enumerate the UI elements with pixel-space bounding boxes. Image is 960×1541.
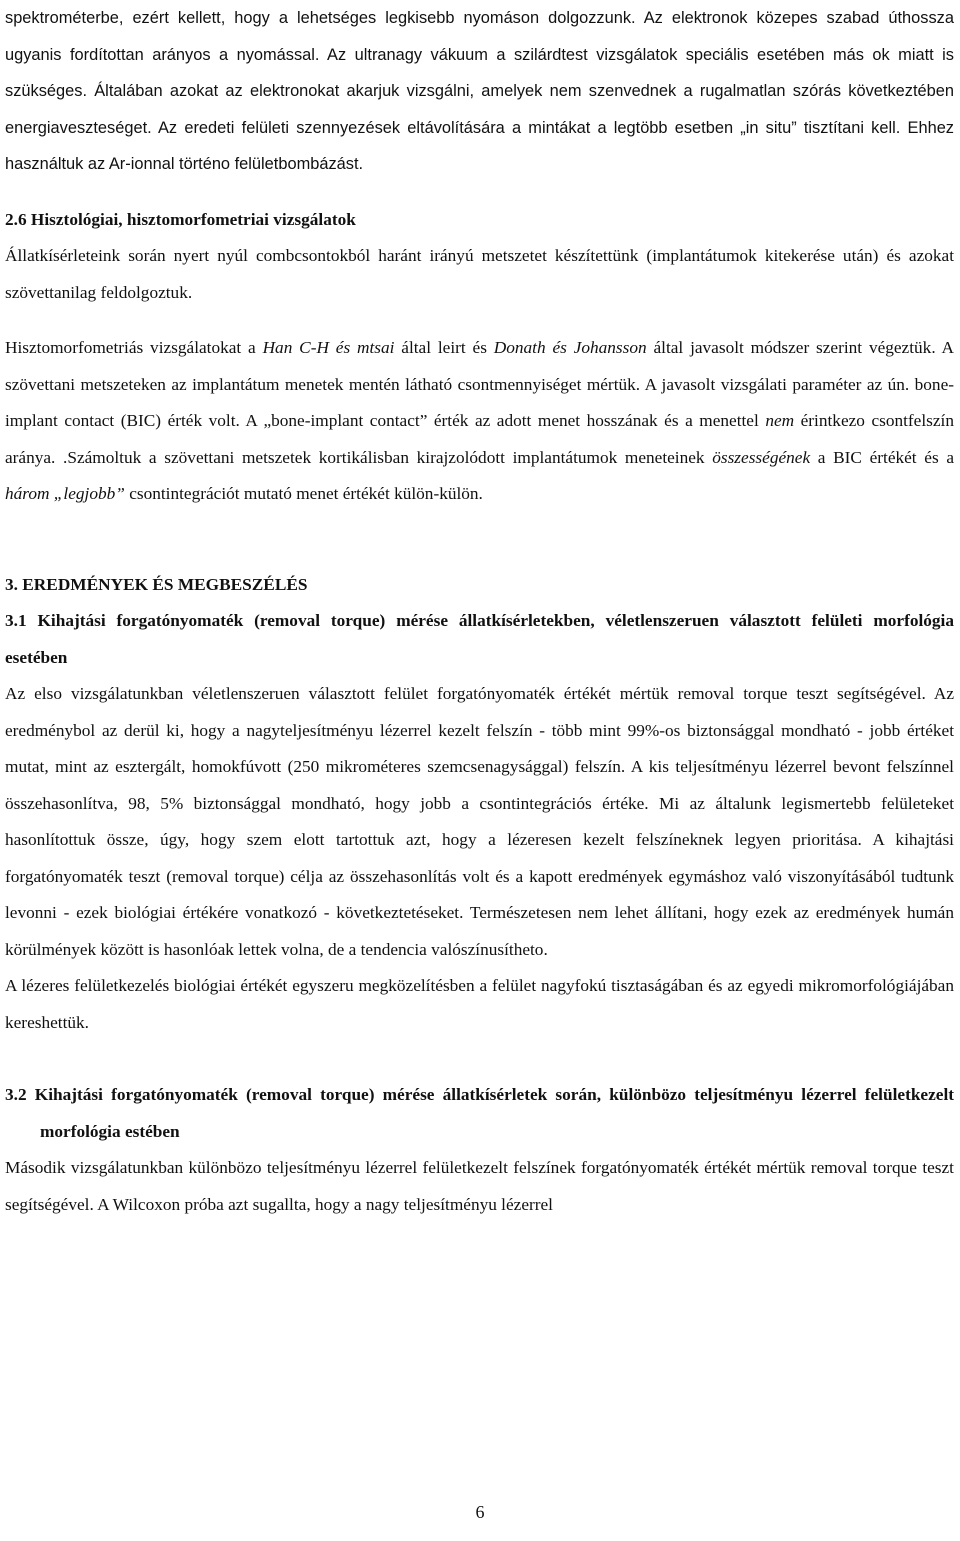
document-page	[5, 0, 954, 1223]
intro-paragraph: spektrométerbe, ezért kellett, hogy a lehetséges legkisebb nyomáson dolgozzunk. Az elektronok közepes szabad úthossza ugyanis fordítottan arányos a nyomással. Az ultranagy vákuum a szilárdtest vizsgálatok speciális esetében más ok miatt is szükséges. Általában azokat az elektronokat akarjuk vizsgálni, amelyek nem szenvednek a rugalmatlan szórás következtében energiaveszteséget. Az eredeti felületi szennyezések eltávolítására a mintákat a legtöbb esetben „in situ” tisztítani kell. Ehhez használtuk az Ar-ionnal történo felületbombázást.	[5, 9, 954, 173]
section-3-1-paragraph-2: A lézeres felületkezelés biológiai értékét egyszeru megközelítésben a felület nagyfokú tisztaságában és az egyedi mikromorfológiájában kereshettük.	[5, 976, 954, 1032]
section-2-6-paragraph-2: Hisztomorfometriás vizsgálatokat a Han C-H és mtsai által leirt és Donath és Johansson által javasolt módszer szerint végeztük. A szövettani metszeteken az implantátum menetek mentén látható csontmennyiséget mértük. A javasolt vizsgálati paraméter az ún. bone-implant contact (BIC) érték volt. A „bone-implant contact” érték az adott menet hosszának és a menettel nem érintkezo csontfelszín aránya. .Számoltuk a szövettani metszetek kortikálisban kirajzolódott implantátumok meneteinek összességének a BIC értékét és a három „legjobb” csontintegrációt mutató menet értékét külön-külön.	[5, 338, 954, 503]
section-3-1-paragraph-1: Az elso vizsgálatunkban véletlenszeruen választott felület forgatónyomaték értékét mértük removal torque teszt segítségével. Az eredménybol az derül ki, hogy a nagyteljesítményu lézerrel kezelt felszín - több mint 99%-os biztonsággal mondható - jobb értéket mutat, mint az esztergált, homokfúvott (250 mikrométeres szemcsenagysággal) felszín. A kis teljesítményu lézerrel bevont felszínnel összehasonlítva, 98, 5% biztonsággal mondható, hogy jobb a csontintegrációs értéke. Mi az általunk legismertebb felületeket hasonlítottuk össze, úgy, hogy szem elott tartottuk azt, hogy a lézeresen kezelt felszíneknek legyen prioritása. A kihajtási forgatónyomaték teszt (removal torque) célja az összehasonlítás volt és a kapott eredmények egymáshoz való viszonyításából tudtunk levonni - ezek biológiai értékére vonatkozó - következtetéseket. Természetesen nem lehet állítani, hogy ezek az eredmények humán körülmények között is hasonlóak lettek volna, de a tendencia valószínusítheto.	[5, 684, 954, 959]
section-2-6-heading: 2.6 Hisztológiai, hisztomorfometriai vizsgálatok	[5, 209, 356, 229]
section-2-6-paragraph-1: Állatkísérleteink során nyert nyúl combcsontokból haránt irányú metszetet készítettünk (implantátumok kitekerése után) és azokat szövettanilag feldolgoztuk.	[5, 246, 954, 302]
section-3-heading: 3. EREDMÉNYEK ÉS MEGBESZÉLÉS	[5, 574, 308, 594]
author-donath-johansson: Donath és Johansson	[493, 338, 647, 357]
section-3-2-heading: 3.2 Kihajtási forgatónyomaték (removal torque) mérése állatkísérletek során, különbözo teljesítményu lézerrel felületkezelt morfológia estében	[5, 1085, 954, 1141]
author-han: Han C-H és mtsai	[262, 338, 395, 357]
section-3-1-heading: 3.1 Kihajtási forgatónyomaték (removal torque) mérése állatkísérletekben, véletlenszeruen választott felületi morfológia esetében	[5, 611, 954, 667]
section-3-2-paragraph-1: Második vizsgálatunkban különbözo teljesítményu lézerrel felületkezelt felszínek forgatónyomaték értékét mértük removal torque teszt segítségével. A Wilcoxon próba azt sugallta, hogy a nagy teljesítményu lézerrel	[5, 1158, 954, 1214]
page-number: 6	[475, 1502, 485, 1522]
